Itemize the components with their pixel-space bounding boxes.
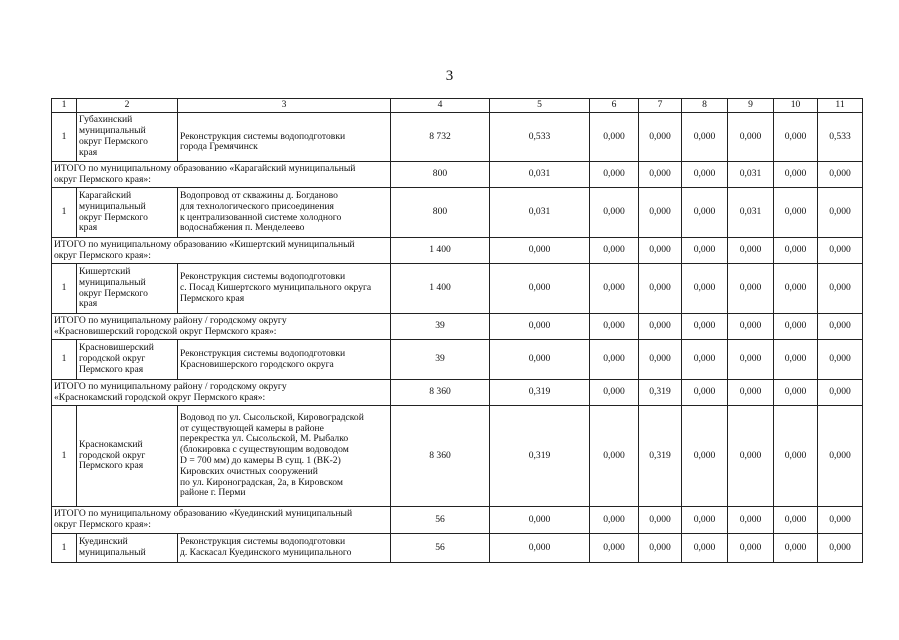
object-cell: Водовод по ул. Сысольской, Кировоградской от существующей камеры в районе перекрестка ул. Сысольской, М. Рыбалко (блокировка с существующим водоводом D = 700 мм) до камеры В сущ. 1 (ВК-2) Кировских очистных сооружений по ул. Кироноградская, 2а, в Кировском районе г. Перми	[178, 406, 391, 507]
column-header: 11	[818, 99, 863, 113]
value-cell: 0,000	[639, 340, 682, 380]
value-cell: 0,000	[728, 264, 774, 314]
row-number: 1	[52, 113, 77, 162]
value-cell: 0,000	[728, 406, 774, 507]
value-cell: 0,000	[639, 314, 682, 340]
value-cell: 0,000	[590, 314, 639, 340]
row-number: 1	[52, 188, 77, 238]
value-cell: 0,031	[728, 188, 774, 238]
value-cell: 8 732	[391, 113, 490, 162]
value-cell: 0,319	[490, 406, 590, 507]
value-cell: 0,000	[728, 314, 774, 340]
value-cell: 0,000	[590, 534, 639, 563]
value-cell: 0,000	[590, 380, 639, 406]
value-cell: 0,000	[682, 264, 728, 314]
value-cell: 0,000	[590, 162, 639, 188]
value-cell: 800	[391, 162, 490, 188]
municipality-cell: Красновишерский городской округ Пермского края	[77, 340, 178, 380]
value-cell: 0,000	[490, 340, 590, 380]
value-cell: 0,000	[818, 238, 863, 264]
value-cell: 0,000	[728, 238, 774, 264]
value-cell: 0,000	[682, 162, 728, 188]
row-number: 1	[52, 340, 77, 380]
page-number: 3	[445, 68, 454, 84]
value-cell: 0,000	[490, 314, 590, 340]
municipality-cell: Краснокамский городской округ Пермского края	[77, 406, 178, 507]
value-cell: 0,000	[639, 162, 682, 188]
header-row	[52, 99, 863, 113]
object-cell: Реконструкция системы водоподготовки с. Посад Кишертского муниципального округа Пермского края	[178, 264, 391, 314]
value-cell: 0,000	[774, 406, 818, 507]
value-cell: 800	[391, 188, 490, 238]
table-row	[52, 406, 863, 507]
value-cell: 0,000	[682, 507, 728, 534]
value-cell: 0,000	[490, 264, 590, 314]
total-row	[52, 507, 863, 534]
value-cell: 0,000	[728, 113, 774, 162]
value-cell: 8 360	[391, 380, 490, 406]
value-cell: 8 360	[391, 406, 490, 507]
column-header: 8	[682, 99, 728, 113]
value-cell: 0,000	[490, 238, 590, 264]
value-cell: 0,000	[682, 534, 728, 563]
value-cell: 0,000	[728, 534, 774, 563]
municipality-cell: Кишертский муниципальный округ Пермского края	[77, 264, 178, 314]
value-cell: 0,000	[639, 188, 682, 238]
value-cell: 0,000	[774, 113, 818, 162]
value-cell: 0,000	[682, 314, 728, 340]
value-cell: 0,000	[490, 534, 590, 563]
value-cell: 0,000	[590, 340, 639, 380]
total-row	[52, 314, 863, 340]
value-cell: 0,000	[728, 380, 774, 406]
value-cell: 0,533	[818, 113, 863, 162]
value-cell: 0,000	[774, 507, 818, 534]
total-label: ИТОГО по муниципальному образованию «Кишертский муниципальный округ Пермского края»:	[52, 238, 391, 264]
value-cell: 0,031	[728, 162, 774, 188]
value-cell: 0,000	[590, 113, 639, 162]
value-cell: 0,000	[590, 238, 639, 264]
value-cell: 1 400	[391, 264, 490, 314]
value-cell: 0,000	[639, 264, 682, 314]
value-cell: 0,000	[682, 188, 728, 238]
value-cell: 0,319	[639, 406, 682, 507]
value-cell: 0,000	[774, 314, 818, 340]
value-cell: 0,000	[639, 113, 682, 162]
value-cell: 56	[391, 507, 490, 534]
table-row	[52, 264, 863, 314]
value-cell: 0,000	[774, 162, 818, 188]
column-header: 6	[590, 99, 639, 113]
column-header: 10	[774, 99, 818, 113]
value-cell: 0,000	[774, 188, 818, 238]
municipality-cell: Губахинский муниципальный округ Пермского края	[77, 113, 178, 162]
value-cell: 0,000	[682, 238, 728, 264]
total-row	[52, 380, 863, 406]
object-cell: Реконструкция системы водоподготовки д. Каскасал Куединского муниципального	[178, 534, 391, 563]
value-cell: 0,031	[490, 162, 590, 188]
column-header: 1	[52, 99, 77, 113]
value-cell: 0,000	[682, 340, 728, 380]
value-cell: 0,000	[728, 340, 774, 380]
value-cell: 0,000	[774, 238, 818, 264]
value-cell: 56	[391, 534, 490, 563]
value-cell: 0,000	[818, 340, 863, 380]
value-cell: 0,000	[682, 380, 728, 406]
row-number: 1	[52, 406, 77, 507]
column-header: 7	[639, 99, 682, 113]
row-number: 1	[52, 264, 77, 314]
value-cell: 0,000	[774, 534, 818, 563]
table-row	[52, 113, 863, 162]
value-cell: 0,000	[818, 188, 863, 238]
value-cell: 0,000	[682, 406, 728, 507]
object-cell: Водопровод от скважины д. Богданово для технологического присоединения к централизованной системе холодного водоснабжения п. Менделеево	[178, 188, 391, 238]
value-cell: 0,000	[590, 188, 639, 238]
table-row	[52, 340, 863, 380]
total-label: ИТОГО по муниципальному району / городскому округу «Краснокамский городской округ Пермского края»:	[52, 380, 391, 406]
value-cell: 0,000	[590, 406, 639, 507]
value-cell: 0,000	[639, 507, 682, 534]
value-cell: 39	[391, 314, 490, 340]
value-cell: 0,000	[774, 340, 818, 380]
total-label: ИТОГО по муниципальному району / городскому округу «Красновишерский городской округ Пермского края»:	[52, 314, 391, 340]
value-cell: 0,000	[774, 264, 818, 314]
municipality-cell: Карагайский муниципальный округ Пермского края	[77, 188, 178, 238]
investment-table	[51, 98, 863, 563]
value-cell: 0,319	[490, 380, 590, 406]
value-cell: 0,000	[818, 406, 863, 507]
value-cell: 39	[391, 340, 490, 380]
value-cell: 0,031	[490, 188, 590, 238]
value-cell: 0,000	[818, 380, 863, 406]
total-row	[52, 238, 863, 264]
value-cell: 0,533	[490, 113, 590, 162]
total-row	[52, 162, 863, 188]
value-cell: 0,000	[774, 380, 818, 406]
column-header: 2	[77, 99, 178, 113]
value-cell: 0,000	[682, 113, 728, 162]
value-cell: 0,000	[818, 162, 863, 188]
value-cell: 0,000	[818, 314, 863, 340]
municipality-cell: Куединский муниципальный	[77, 534, 178, 563]
column-header: 3	[178, 99, 391, 113]
table-row	[52, 188, 863, 238]
value-cell: 0,000	[590, 264, 639, 314]
value-cell: 1 400	[391, 238, 490, 264]
value-cell: 0,000	[818, 264, 863, 314]
value-cell: 0,000	[728, 507, 774, 534]
row-number: 1	[52, 534, 77, 563]
value-cell: 0,000	[639, 534, 682, 563]
value-cell: 0,000	[818, 534, 863, 563]
total-label: ИТОГО по муниципальному образованию «Куединский муниципальный округ Пермского края»:	[52, 507, 391, 534]
column-header: 5	[490, 99, 590, 113]
value-cell: 0,000	[818, 507, 863, 534]
table-row	[52, 534, 863, 563]
object-cell: Реконструкция системы водоподготовки Красновишерского городского округа	[178, 340, 391, 380]
value-cell: 0,000	[590, 507, 639, 534]
column-header: 4	[391, 99, 490, 113]
value-cell: 0,000	[490, 507, 590, 534]
value-cell: 0,319	[639, 380, 682, 406]
value-cell: 0,000	[639, 238, 682, 264]
object-cell: Реконструкция системы водоподготовки города Гремячинск	[178, 113, 391, 162]
total-label: ИТОГО по муниципальному образованию «Карагайский муниципальный округ Пермского края»:	[52, 162, 391, 188]
column-header: 9	[728, 99, 774, 113]
